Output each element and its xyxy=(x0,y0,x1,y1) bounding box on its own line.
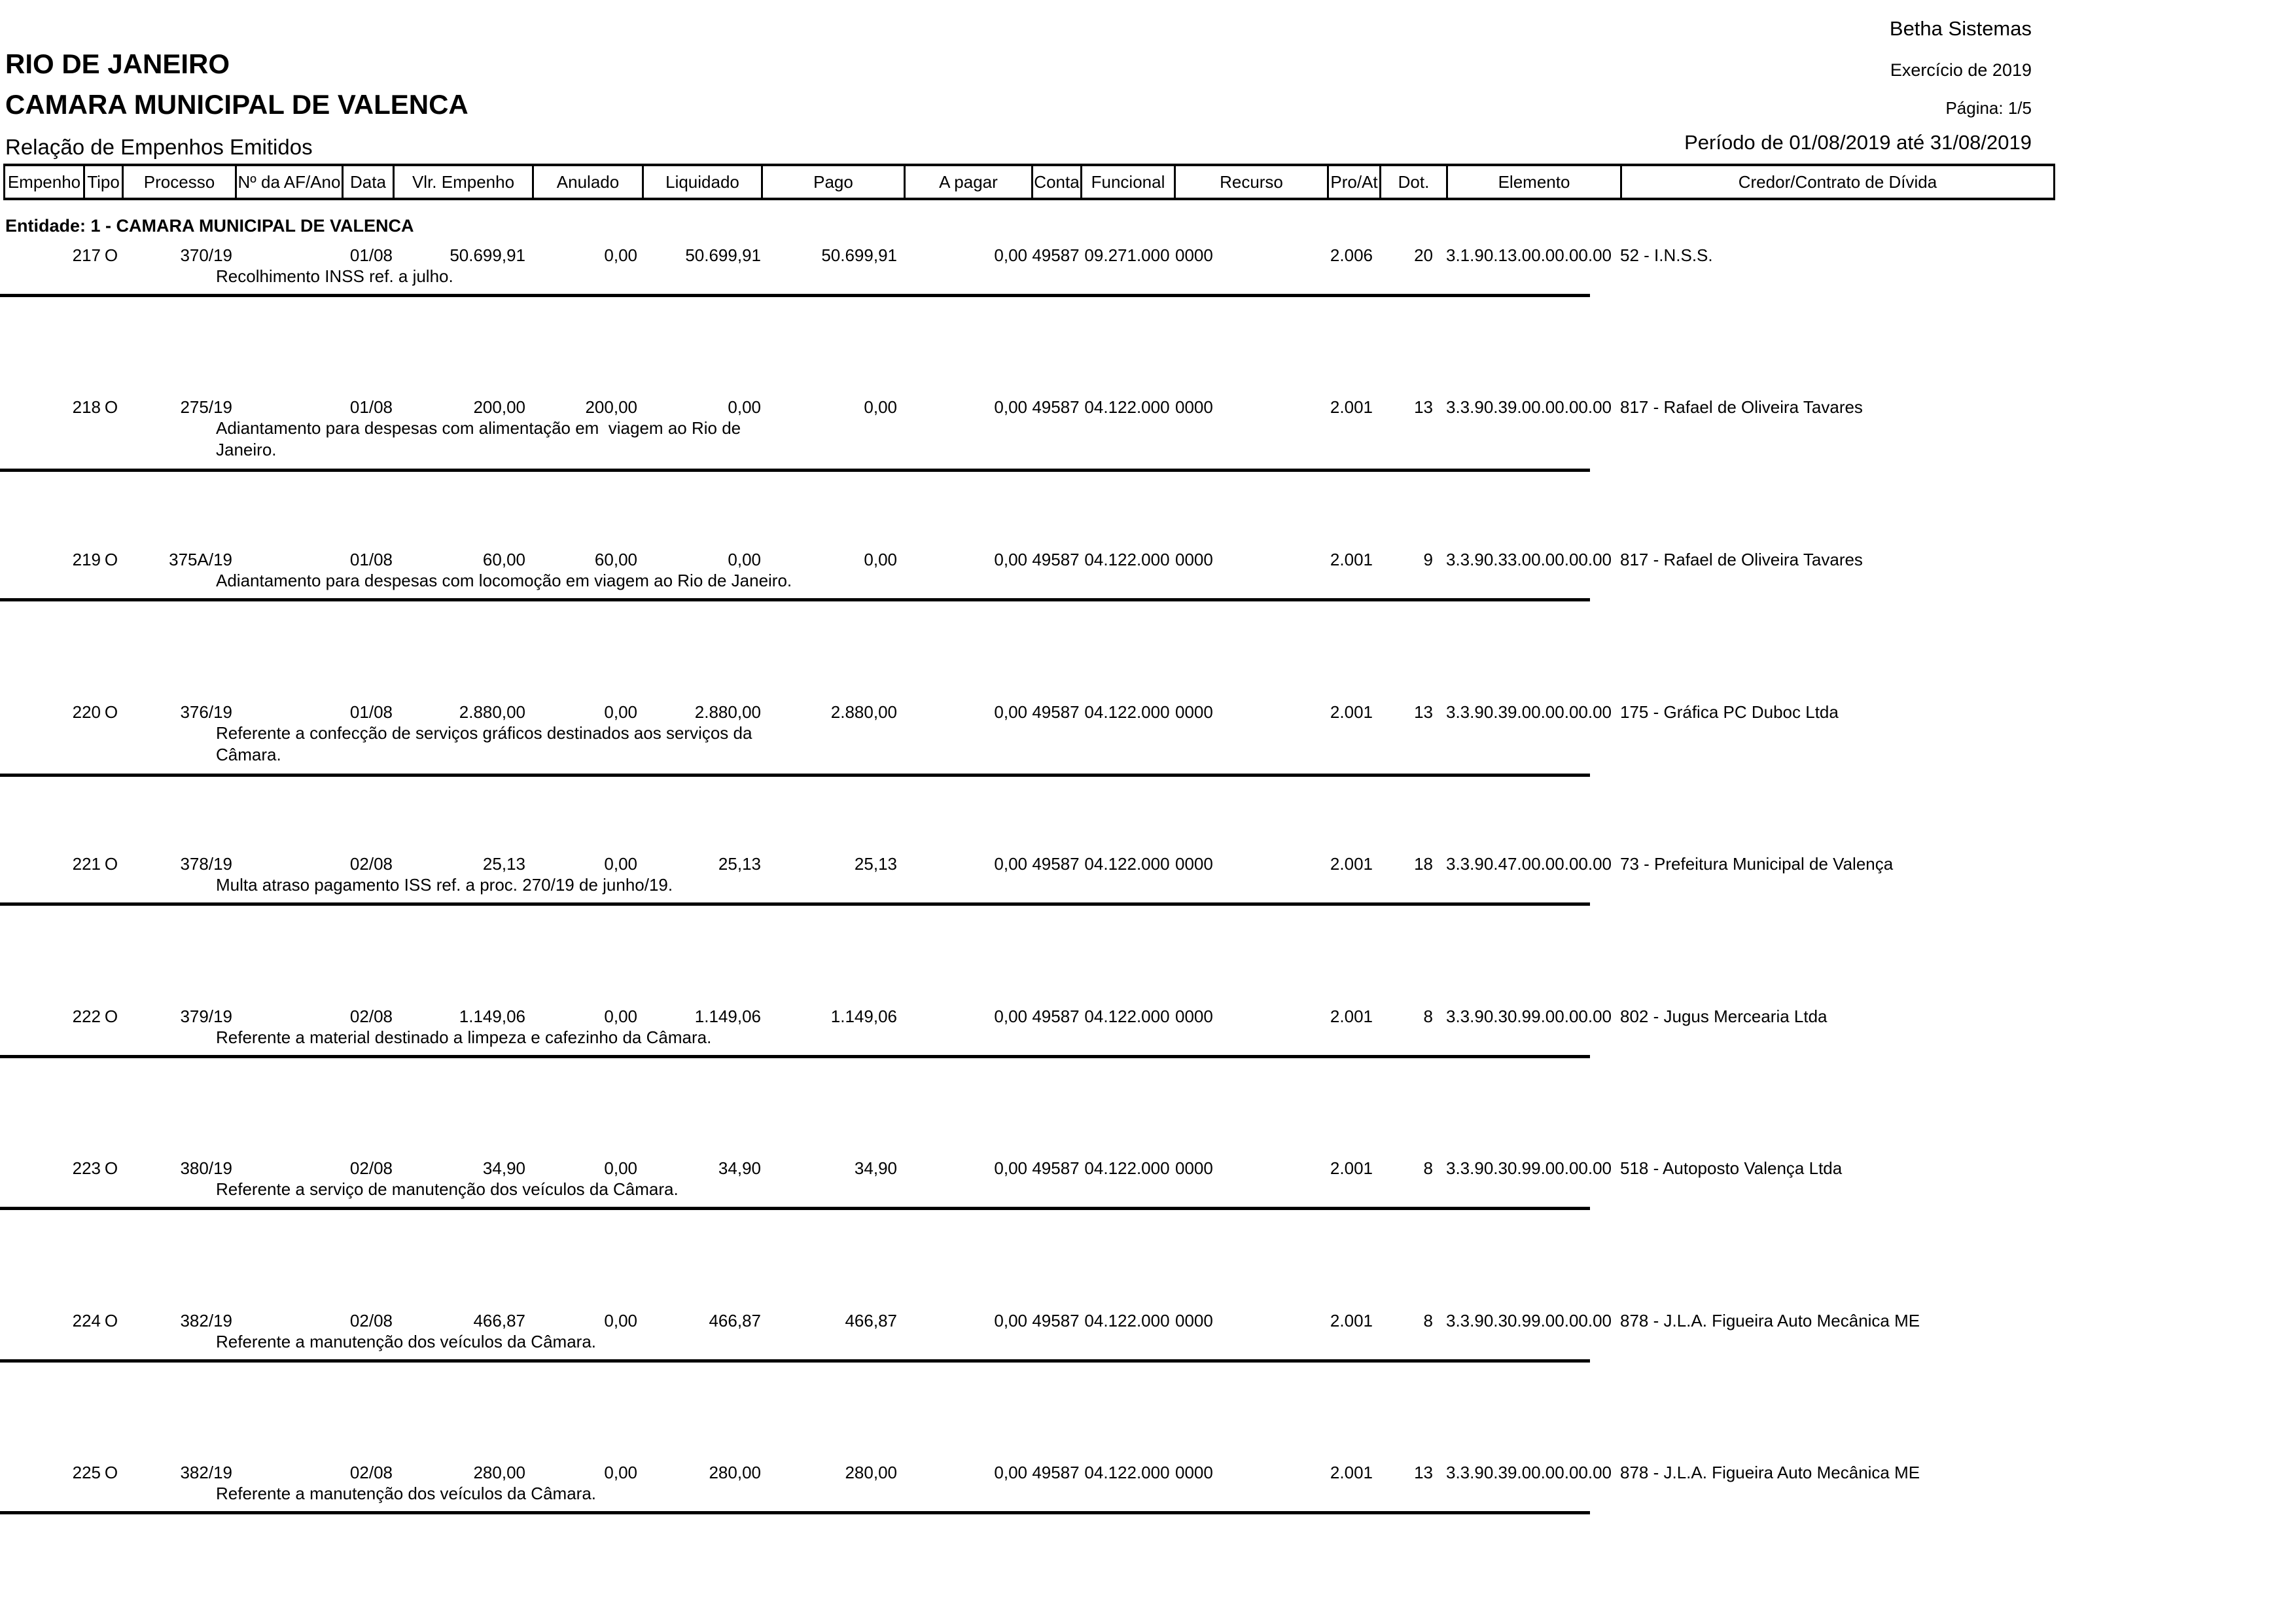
cell-a-pagar: 0,00 xyxy=(994,1006,1027,1026)
cell-processo: 380/19 xyxy=(180,1158,232,1178)
cell-credor: 817 - Rafael de Oliveira Tavares xyxy=(1620,397,1863,417)
row-description: Recolhimento INSS ref. a julho. xyxy=(216,266,453,286)
entity-line: Entidade: 1 - CAMARA MUNICIPAL DE VALENCA xyxy=(5,216,414,236)
cell-pago: 1.149,06 xyxy=(830,1006,897,1026)
cell-funcional: 04.122.000 xyxy=(1084,397,1170,417)
cell-pro-at: 2.001 xyxy=(1330,397,1373,417)
cell-pago: 34,90 xyxy=(854,1158,897,1178)
row-values xyxy=(3,701,2055,723)
cell-data: 02/08 xyxy=(349,1006,393,1026)
cell-conta: 49587 xyxy=(1032,397,1080,417)
col-header-empenho: Empenho xyxy=(3,166,83,198)
cell-empenho: 221 xyxy=(72,853,101,874)
row-separator xyxy=(0,1055,1590,1058)
row-values xyxy=(3,1157,2055,1179)
cell-recurso: 0000 xyxy=(1175,1158,1213,1178)
cell-empenho: 220 xyxy=(72,702,101,722)
cell-pago: 50.699,91 xyxy=(821,245,897,265)
cell-elemento: 3.3.90.39.00.00.00.00 xyxy=(1446,1462,1612,1482)
cell-vlr-empenho: 1.149,06 xyxy=(459,1006,525,1026)
cell-recurso: 0000 xyxy=(1175,702,1213,722)
col-header-a-pagar: A pagar xyxy=(904,166,1031,198)
cell-recurso: 0000 xyxy=(1175,1462,1213,1482)
cell-pro-at: 2.001 xyxy=(1330,702,1373,722)
cell-liquidado: 0,00 xyxy=(728,397,761,417)
row-description: Referente a material destinado a limpeza e cafezinho da Câmara. xyxy=(216,1027,712,1047)
cell-elemento: 3.3.90.30.99.00.00.00 xyxy=(1446,1158,1612,1178)
row-separator xyxy=(0,1511,1590,1514)
cell-vlr-empenho: 200,00 xyxy=(473,397,525,417)
row-separator xyxy=(0,1359,1590,1363)
cell-anulado: 0,00 xyxy=(604,245,637,265)
cell-funcional: 04.122.000 xyxy=(1084,549,1170,569)
cell-data: 02/08 xyxy=(349,1310,393,1330)
cell-processo: 378/19 xyxy=(180,853,232,874)
cell-empenho: 223 xyxy=(72,1158,101,1178)
cell-a-pagar: 0,00 xyxy=(994,853,1027,874)
cell-dot: 18 xyxy=(1414,853,1433,874)
cell-liquidado: 50.699,91 xyxy=(685,245,761,265)
cell-processo: 370/19 xyxy=(180,245,232,265)
cell-a-pagar: 0,00 xyxy=(994,549,1027,569)
cell-vlr-empenho: 60,00 xyxy=(482,549,525,569)
cell-liquidado: 280,00 xyxy=(709,1462,761,1482)
cell-data: 01/08 xyxy=(349,245,393,265)
cell-tipo: O xyxy=(104,702,118,722)
cell-vlr-empenho: 50.699,91 xyxy=(450,245,525,265)
col-header-af-ano: Nº da AF/Ano xyxy=(235,166,342,198)
cell-pago: 0,00 xyxy=(864,397,897,417)
row-description: Câmara. xyxy=(216,745,281,764)
cell-empenho: 224 xyxy=(72,1310,101,1330)
report-title: Relação de Empenhos Emitidos xyxy=(5,135,313,159)
cell-processo: 376/19 xyxy=(180,702,232,722)
cell-pro-at: 2.001 xyxy=(1330,1310,1373,1330)
cell-a-pagar: 0,00 xyxy=(994,702,1027,722)
cell-data: 01/08 xyxy=(349,549,393,569)
cell-pro-at: 2.001 xyxy=(1330,1462,1373,1482)
row-values xyxy=(3,244,2055,266)
cell-processo: 382/19 xyxy=(180,1462,232,1482)
cell-pro-at: 2.001 xyxy=(1330,1158,1373,1178)
row-separator xyxy=(0,598,1590,601)
cell-funcional: 04.122.000 xyxy=(1084,1310,1170,1330)
cell-vlr-empenho: 25,13 xyxy=(482,853,525,874)
cell-pago: 0,00 xyxy=(864,549,897,569)
cell-dot: 8 xyxy=(1423,1006,1433,1026)
cell-elemento: 3.3.90.39.00.00.00.00 xyxy=(1446,397,1612,417)
cell-liquidado: 466,87 xyxy=(709,1310,761,1330)
row-separator xyxy=(0,294,1590,297)
cell-dot: 13 xyxy=(1414,1462,1433,1482)
row-separator xyxy=(0,774,1590,777)
cell-elemento: 3.3.90.30.99.00.00.00 xyxy=(1446,1006,1612,1026)
cell-tipo: O xyxy=(104,853,118,874)
cell-empenho: 219 xyxy=(72,549,101,569)
cell-a-pagar: 0,00 xyxy=(994,245,1027,265)
cell-liquidado: 0,00 xyxy=(728,549,761,569)
cell-tipo: O xyxy=(104,1158,118,1178)
cell-a-pagar: 0,00 xyxy=(994,1462,1027,1482)
cell-vlr-empenho: 280,00 xyxy=(473,1462,525,1482)
cell-anulado: 0,00 xyxy=(604,1462,637,1482)
cell-dot: 8 xyxy=(1423,1158,1433,1178)
cell-conta: 49587 xyxy=(1032,853,1080,874)
cell-processo: 379/19 xyxy=(180,1006,232,1026)
cell-processo: 375A/19 xyxy=(169,549,232,569)
exercise-year: Exercício de 2019 xyxy=(1890,60,2032,80)
col-header-anulado: Anulado xyxy=(532,166,642,198)
cell-liquidado: 34,90 xyxy=(718,1158,761,1178)
cell-dot: 20 xyxy=(1414,245,1433,265)
row-values xyxy=(3,1310,2055,1332)
cell-a-pagar: 0,00 xyxy=(994,397,1027,417)
cell-conta: 49587 xyxy=(1032,702,1080,722)
cell-anulado: 60,00 xyxy=(594,549,637,569)
cell-dot: 13 xyxy=(1414,397,1433,417)
cell-empenho: 218 xyxy=(72,397,101,417)
cell-tipo: O xyxy=(104,1462,118,1482)
row-values xyxy=(3,853,2055,875)
cell-liquidado: 25,13 xyxy=(718,853,761,874)
cell-recurso: 0000 xyxy=(1175,397,1213,417)
row-separator xyxy=(0,1207,1590,1210)
cell-conta: 49587 xyxy=(1032,1158,1080,1178)
cell-empenho: 225 xyxy=(72,1462,101,1482)
cell-processo: 275/19 xyxy=(180,397,232,417)
row-description: Janeiro. xyxy=(216,440,277,459)
cell-credor: 878 - J.L.A. Figueira Auto Mecânica ME xyxy=(1620,1310,1920,1330)
cell-recurso: 0000 xyxy=(1175,1006,1213,1026)
cell-vlr-empenho: 2.880,00 xyxy=(459,702,525,722)
cell-data: 02/08 xyxy=(349,1462,393,1482)
row-values xyxy=(3,1461,2055,1484)
cell-elemento: 3.3.90.39.00.00.00.00 xyxy=(1446,702,1612,722)
cell-credor: 73 - Prefeitura Municipal de Valença xyxy=(1620,853,1894,874)
cell-tipo: O xyxy=(104,245,118,265)
table-header-row xyxy=(3,164,2055,200)
cell-empenho: 222 xyxy=(72,1006,101,1026)
cell-anulado: 200,00 xyxy=(585,397,637,417)
report-period: Período de 01/08/2019 até 31/08/2019 xyxy=(1684,131,2032,154)
cell-elemento: 3.3.90.47.00.00.00.00 xyxy=(1446,853,1612,874)
cell-anulado: 0,00 xyxy=(604,853,637,874)
cell-pago: 2.880,00 xyxy=(830,702,897,722)
cell-dot: 9 xyxy=(1423,549,1433,569)
page-number: Página: 1/5 xyxy=(1945,98,2032,118)
cell-conta: 49587 xyxy=(1032,1006,1080,1026)
cell-credor: 52 - I.N.S.S. xyxy=(1620,245,1713,265)
row-description: Adiantamento para despesas com alimentação em viagem ao Rio de xyxy=(216,418,741,438)
cell-pro-at: 2.006 xyxy=(1330,245,1373,265)
cell-conta: 49587 xyxy=(1032,1462,1080,1482)
cell-data: 02/08 xyxy=(349,853,393,874)
row-values xyxy=(3,396,2055,418)
col-header-data: Data xyxy=(342,166,393,198)
row-description: Referente a manutenção dos veículos da Câmara. xyxy=(216,1332,597,1351)
col-header-pro-at: Pro/At xyxy=(1327,166,1379,198)
cell-data: 01/08 xyxy=(349,397,393,417)
cell-funcional: 04.122.000 xyxy=(1084,1462,1170,1482)
cell-funcional: 04.122.000 xyxy=(1084,853,1170,874)
cell-credor: 802 - Jugus Mercearia Ltda xyxy=(1620,1006,1828,1026)
cell-funcional: 04.122.000 xyxy=(1084,702,1170,722)
cell-pro-at: 2.001 xyxy=(1330,549,1373,569)
cell-empenho: 217 xyxy=(72,245,101,265)
col-header-credor: Credor/Contrato de Dívida xyxy=(1620,166,2055,198)
col-header-processo: Processo xyxy=(122,166,235,198)
state-name: RIO DE JANEIRO xyxy=(5,48,230,79)
cell-dot: 8 xyxy=(1423,1310,1433,1330)
row-description: Adiantamento para despesas com locomoção em viagem ao Rio de Janeiro. xyxy=(216,571,792,590)
cell-pro-at: 2.001 xyxy=(1330,853,1373,874)
cell-liquidado: 2.880,00 xyxy=(694,702,761,722)
cell-funcional: 04.122.000 xyxy=(1084,1158,1170,1178)
cell-dot: 13 xyxy=(1414,702,1433,722)
col-header-vlr-empenho: Vlr. Empenho xyxy=(393,166,532,198)
cell-conta: 49587 xyxy=(1032,1310,1080,1330)
col-header-liquidado: Liquidado xyxy=(642,166,761,198)
col-header-conta: Conta xyxy=(1031,166,1080,198)
cell-pago: 280,00 xyxy=(845,1462,897,1482)
col-header-recurso: Recurso xyxy=(1174,166,1327,198)
cell-anulado: 0,00 xyxy=(604,702,637,722)
cell-tipo: O xyxy=(104,1310,118,1330)
cell-conta: 49587 xyxy=(1032,549,1080,569)
cell-credor: 518 - Autoposto Valença Ltda xyxy=(1620,1158,1843,1178)
row-separator xyxy=(0,902,1590,906)
cell-funcional: 09.271.000 xyxy=(1084,245,1170,265)
row-description: Multa atraso pagamento ISS ref. a proc. 270/19 de junho/19. xyxy=(216,875,673,895)
cell-recurso: 0000 xyxy=(1175,853,1213,874)
cell-tipo: O xyxy=(104,397,118,417)
row-values xyxy=(3,1005,2055,1027)
cell-elemento: 3.3.90.30.99.00.00.00 xyxy=(1446,1310,1612,1330)
row-values xyxy=(3,548,2055,571)
cell-pago: 466,87 xyxy=(845,1310,897,1330)
cell-recurso: 0000 xyxy=(1175,549,1213,569)
col-header-dot: Dot. xyxy=(1379,166,1446,198)
row-separator xyxy=(0,469,1590,472)
cell-funcional: 04.122.000 xyxy=(1084,1006,1170,1026)
cell-conta: 49587 xyxy=(1032,245,1080,265)
cell-liquidado: 1.149,06 xyxy=(694,1006,761,1026)
cell-pago: 25,13 xyxy=(854,853,897,874)
cell-a-pagar: 0,00 xyxy=(994,1158,1027,1178)
cell-credor: 175 - Gráfica PC Duboc Ltda xyxy=(1620,702,1839,722)
cell-anulado: 0,00 xyxy=(604,1006,637,1026)
row-description: Referente a confecção de serviços gráficos destinados aos serviços da xyxy=(216,723,752,743)
cell-vlr-empenho: 466,87 xyxy=(473,1310,525,1330)
cell-recurso: 0000 xyxy=(1175,245,1213,265)
cell-credor: 878 - J.L.A. Figueira Auto Mecânica ME xyxy=(1620,1462,1920,1482)
cell-credor: 817 - Rafael de Oliveira Tavares xyxy=(1620,549,1863,569)
col-header-tipo: Tipo xyxy=(83,166,122,198)
cell-pro-at: 2.001 xyxy=(1330,1006,1373,1026)
cell-a-pagar: 0,00 xyxy=(994,1310,1027,1330)
col-header-pago: Pago xyxy=(761,166,904,198)
vendor-name: Betha Sistemas xyxy=(1889,17,2032,40)
cell-data: 02/08 xyxy=(349,1158,393,1178)
organization-name: CAMARA MUNICIPAL DE VALENCA xyxy=(5,89,468,120)
cell-data: 01/08 xyxy=(349,702,393,722)
cell-elemento: 3.3.90.33.00.00.00.00 xyxy=(1446,549,1612,569)
cell-recurso: 0000 xyxy=(1175,1310,1213,1330)
col-header-funcional: Funcional xyxy=(1080,166,1174,198)
cell-anulado: 0,00 xyxy=(604,1310,637,1330)
cell-elemento: 3.1.90.13.00.00.00.00 xyxy=(1446,245,1612,265)
col-header-elemento: Elemento xyxy=(1446,166,1620,198)
cell-anulado: 0,00 xyxy=(604,1158,637,1178)
cell-processo: 382/19 xyxy=(180,1310,232,1330)
cell-tipo: O xyxy=(104,549,118,569)
cell-tipo: O xyxy=(104,1006,118,1026)
row-description: Referente a serviço de manutenção dos veículos da Câmara. xyxy=(216,1179,679,1199)
row-description: Referente a manutenção dos veículos da Câmara. xyxy=(216,1484,597,1503)
cell-vlr-empenho: 34,90 xyxy=(482,1158,525,1178)
